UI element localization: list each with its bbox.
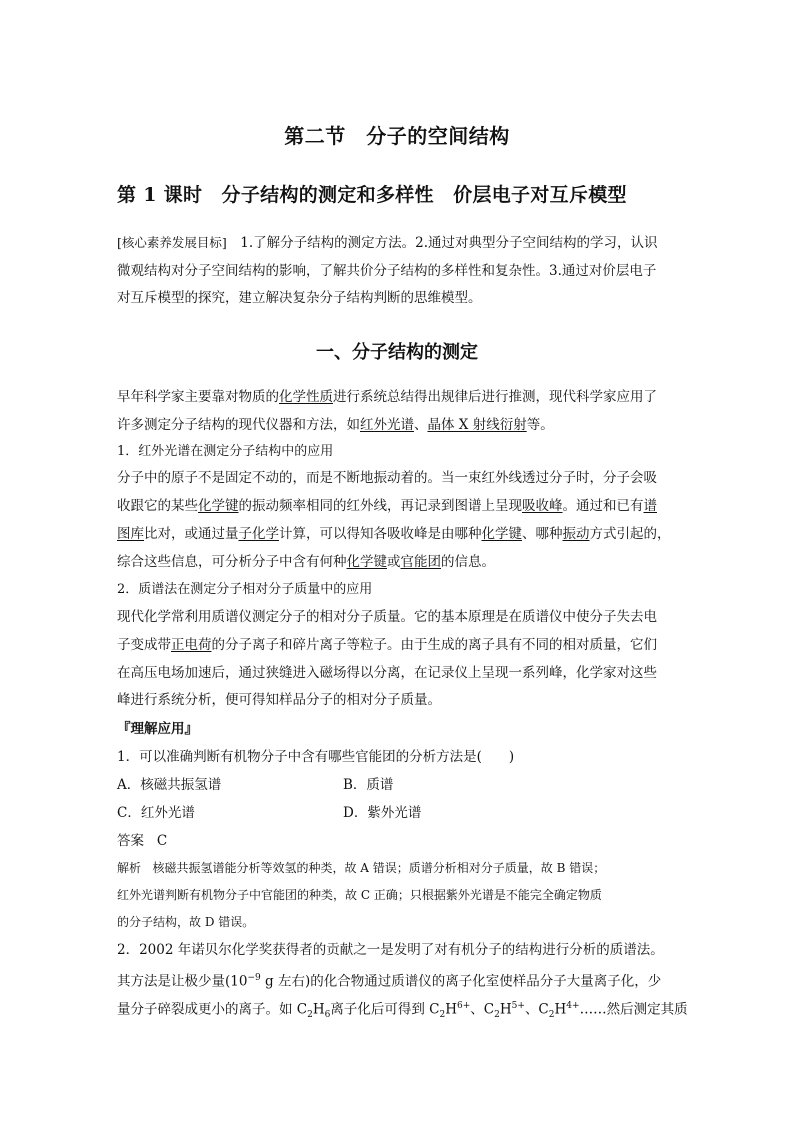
q1-option-d: D．紫外光谱 [343, 805, 422, 821]
intro-line-2: 许多测定分子结构的现代仪器和方法，如红外光谱、晶体 X 射线衍射等。 [117, 417, 554, 433]
intro-line-1: 早年科学家主要靠对物质的化学性质进行系统总结得出规律后进行推测，现代科学家应用了 [117, 389, 657, 405]
ir-line-2: 收跟它的某些化学键的振动频率相同的红外线，再记录到图谱上呈现吸收峰。通过和已有谱 [117, 498, 657, 514]
ir-line-3: 图库比对，或通过量子化学计算，可以得知各吸收峰是由哪种化学键、哪种振动方式引起的， [117, 526, 671, 542]
q1-explanation-1: 解析 核磁共振氢谱能分析等效氢的种类，故 A 错误；质谱分析相对分子质量，故 B 错误； [117, 861, 606, 875]
q1-option-c: C．红外光谱 [117, 805, 195, 821]
ir-line-4: 综合这些信息，可分析分子中含有何种化学键或官能团的信息。 [117, 554, 495, 570]
q1-answer: 答案 C [117, 833, 168, 849]
goals-line-2: 微观结构对分子空间结构的影响，了解共价分子结构的多样性和复杂性。3.通过对价层电子 [117, 263, 657, 279]
goals-line-3: 对互斥模型的探究，建立解决复杂分子结构判断的思维模型。 [117, 290, 482, 306]
ms-line-3: 在高压电场加速后，通过狭缝进入磁场得以分离，在记录仪上呈现一系列峰，化学家对这些 [117, 665, 657, 681]
q2-line-1: 2．2002 年诺贝尔化学奖获得者的贡献之一是发明了对有机分子的结构进行分析的质谱法。 [117, 942, 664, 958]
apply-title: 『理解应用』 [117, 721, 198, 737]
goals-line-1: [核心素养发展目标] 1.了解分子结构的测定方法。2.通过对典型分子空间结构的学习，认识 [117, 235, 658, 251]
q1-explanation-2: 红外光谱判断有机物分子中官能团的种类，故 C 正确；只根据紫外光谱是不能完全确定物质 [117, 888, 602, 902]
q1-option-a: A．核磁共振氢谱 [117, 777, 222, 793]
lesson-title: 第 1 课时 分子结构的测定和多样性 价层电子对互斥模型 [117, 184, 627, 206]
q1-option-b: B．质谱 [343, 777, 394, 793]
q2-line-3: 量分子碎裂成更小的离子。如 $C_2H_6$离子化后可得到 $C_2H^{6+}$、$C_2H^{5+}$、$C_2H^{4+}\dots\dots$然后测定其质 [117, 1001, 688, 1021]
ms-line-2: 子变成带正电荷的分子离子和碎片离子等粒子。由于生成的离子具有不同的相对质量，它们 [117, 637, 657, 653]
section1-title: 一、分子结构的测定 [316, 342, 478, 363]
subheading-ms: 2．质谱法在测定分子相对分子质量中的应用 [117, 582, 373, 597]
ms-line-1: 现代化学常利用质谱仪测定分子的相对分子质量。它的基本原理是在质谱仪中使分子失去电 [117, 609, 657, 625]
ms-line-4: 峰进行系统分析，便可得知样品分子的相对分子质量。 [117, 692, 441, 708]
q1-stem: 1．可以准确判断有机物分子中含有哪些官能团的分析方法是( ) [117, 749, 515, 765]
goals-label: [核心素养发展目标] [117, 235, 227, 250]
section-title: 第二节 分子的空间结构 [284, 124, 510, 148]
q1-explanation-3: 的分子结构，故 D 错误。 [117, 915, 255, 929]
subheading-ir: 1．红外光谱在测定分子结构中的应用 [117, 444, 334, 459]
q2-line-2: 其方法是让极少量($10^{-9}$ g 左右)的化合物通过质谱仪的离子化室使样品分子大量离子化，少 [117, 973, 662, 990]
ir-line-1: 分子中的原子不是固定不动的，而是不断地振动着的。当一束红外线透过分子时，分子会吸 [117, 470, 657, 486]
